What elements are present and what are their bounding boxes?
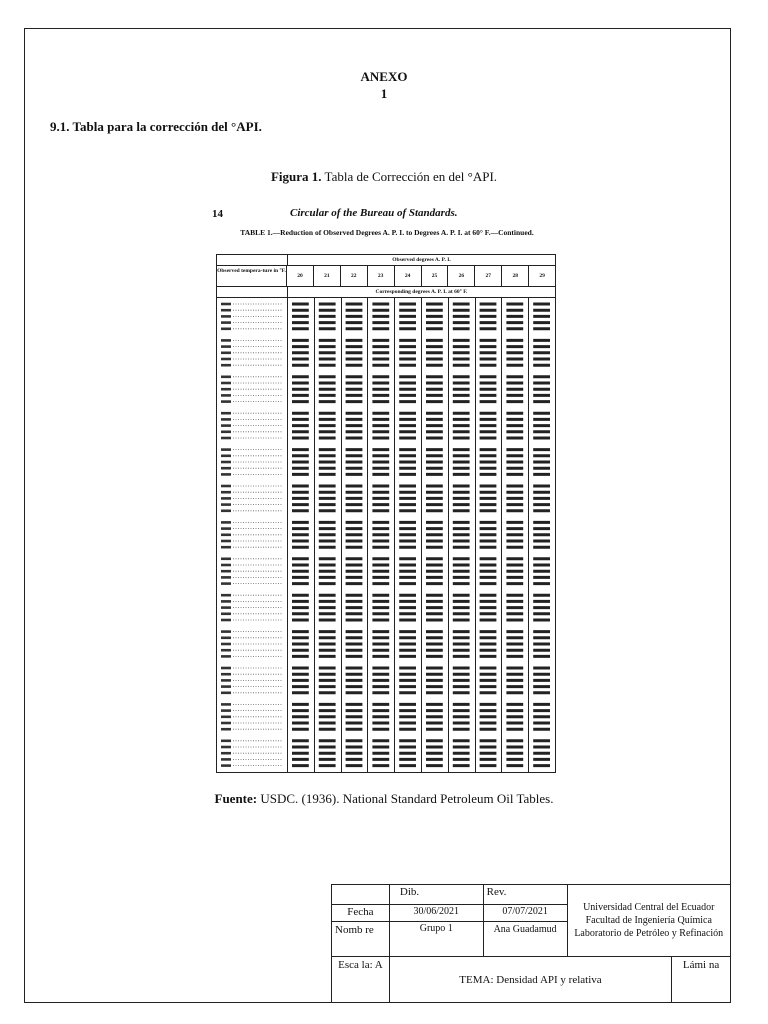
column-header-29: 29: [539, 273, 545, 279]
escala-label: Esca la: A: [332, 957, 390, 1003]
source-label: Fuente:: [214, 791, 258, 806]
column-header-20: 20: [287, 266, 314, 286]
observed-degrees-header: Observed degrees A. P. I.: [392, 257, 451, 263]
column-headers: [287, 266, 555, 286]
source-text: USDC. (1936). National Standard Petroleum Oil Tables.: [260, 791, 554, 806]
revisor-value: Ana Guadamud: [483, 922, 567, 957]
tema-text: TEMA: Densidad API y relativa: [389, 957, 671, 1003]
lamina-label: Lámi na: [672, 957, 731, 1003]
column-header-21: 21: [314, 266, 341, 286]
drawing-title-block: [331, 884, 731, 1003]
column-header-26: 26: [448, 266, 475, 286]
dib-label: Dib.: [389, 885, 483, 905]
scan-header: [212, 204, 558, 254]
annex-heading: [0, 68, 768, 102]
illegible-scan-values: [217, 298, 555, 772]
corresponding-degrees-header: Corresponding degrees A. P. I. at 60° F.: [375, 289, 468, 295]
figure-caption-text: Tabla de Corrección en del °API.: [324, 169, 498, 184]
rev-label: Rev.: [483, 885, 567, 905]
nombre-label: Nomb re: [332, 922, 390, 957]
column-header-28: 28: [502, 266, 529, 286]
section-heading: 9.1. Tabla para la corrección del °API.: [50, 119, 262, 134]
figure-label: Figura 1.: [270, 169, 322, 184]
source-citation: [0, 791, 768, 807]
scanned-table-figure: [212, 204, 558, 774]
column-header-27: 27: [475, 266, 502, 286]
column-header-22: 22: [341, 266, 368, 286]
grupo-value: Grupo 1: [389, 922, 483, 957]
scan-table-body: [217, 298, 555, 772]
scan-page-number: 14: [212, 208, 223, 220]
institution-name: Universidad Central del Ecuador Facultad de Ingeniería Química Laboratorio de Petróleo y Refinación: [567, 885, 730, 957]
figure-caption: [0, 169, 768, 185]
fecha-rev-value: 07/07/2021: [483, 905, 567, 922]
column-header-23: 23: [368, 266, 395, 286]
column-header-24: 24: [395, 266, 422, 286]
fecha-label: Fecha: [332, 905, 390, 922]
annex-number: 1: [380, 86, 388, 101]
observed-temp-header: Observed tempera-ture in °F.: [217, 266, 287, 286]
scan-circular-title: Circular of the Bureau of Standards.: [290, 207, 458, 219]
scan-table-title: TABLE 1.—Reduction of Observed Degrees A. P. I. to Degrees A. P. I. at 60° F.—Continued.: [240, 228, 534, 237]
column-header-25: 25: [422, 266, 449, 286]
scan-table-grid: [216, 254, 556, 773]
fecha-dib-value: 30/06/2021: [389, 905, 483, 922]
annex-title: ANEXO: [360, 69, 408, 84]
